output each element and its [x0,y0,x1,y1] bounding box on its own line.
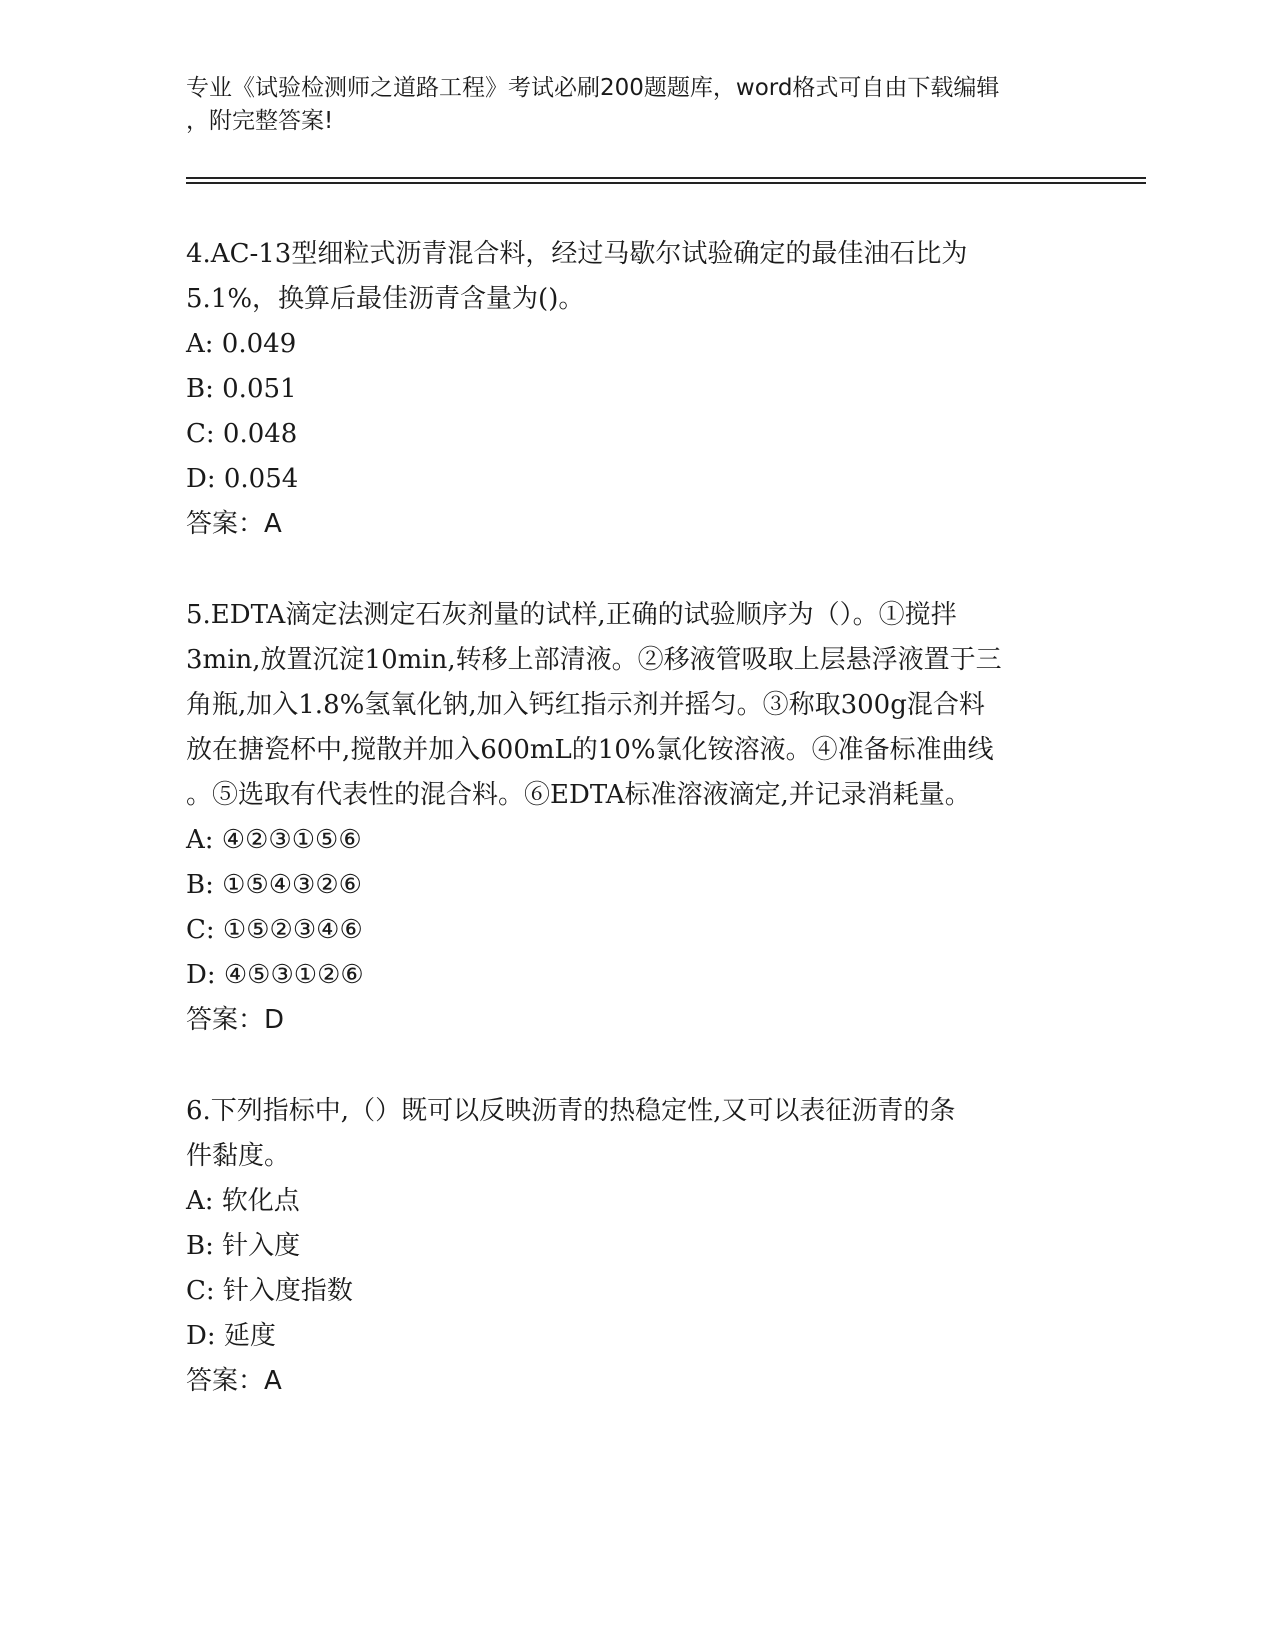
stem-line: 放在搪瓷杯中,搅散并加入600mL的10%氯化铵溶液。④准备标准曲线 [186,735,994,765]
answer: 答案：A [186,509,282,539]
question-5 [186,593,1086,1043]
question-stem [186,1089,1086,1179]
stem-line: 5.EDTA滴定法测定石灰剂量的试样,正确的试验顺序为（）。①搅拌 [186,600,957,630]
question-stem [186,593,1086,818]
header-divider-bottom [186,182,1146,184]
stem-line: 角瓶,加入1.8%氢氧化钠,加入钙红指示剂并摇匀。③称取300g混合料 [186,690,985,720]
option-d: D: 延度 [186,1321,276,1351]
question-6 [186,1089,1086,1404]
answer: 答案：A [186,1366,282,1396]
stem-line: 3min,放置沉淀10min,转移上部清液。②移液管吸取上层悬浮液置于三 [186,645,1002,675]
question-4 [186,232,1086,547]
option-c: C: 0.048 [186,419,298,449]
option-d: D: ④⑤③①②⑥ [186,960,364,990]
header-line-2: ，附完整答案! [186,108,334,134]
option-c: C: 针入度指数 [186,1276,353,1306]
stem-line: 件黏度。 [186,1141,291,1171]
option-a: A: 0.049 [186,329,297,359]
header-line-1: 专业《试验检测师之道路工程》考试必刷200题题库，word格式可自由下载编辑 [186,75,1000,101]
option-d: D: 0.054 [186,464,299,494]
header-divider-top [186,177,1146,179]
option-b: B: ①⑤④③②⑥ [186,870,362,900]
option-b: B: 针入度 [186,1231,301,1261]
option-a: A: ④②③①⑤⑥ [186,825,362,855]
stem-line: 6.下列指标中,（）既可以反映沥青的热稳定性,又可以表征沥青的条 [186,1096,956,1126]
question-list [186,232,1086,1450]
question-stem [186,232,1086,322]
stem-line: 。⑤选取有代表性的混合料。⑥EDTA标准溶液滴定,并记录消耗量。 [186,780,971,810]
stem-line: 4.AC-13型细粒式沥青混合料，经过马歇尔试验确定的最佳油石比为 [186,239,968,269]
option-b: B: 0.051 [186,374,297,404]
document-header [186,72,1066,138]
answer: 答案：D [186,1005,285,1035]
option-c: C: ①⑤②③④⑥ [186,915,363,945]
option-a: A: 软化点 [186,1186,300,1216]
stem-line: 5.1%，换算后最佳沥青含量为()。 [186,284,585,314]
